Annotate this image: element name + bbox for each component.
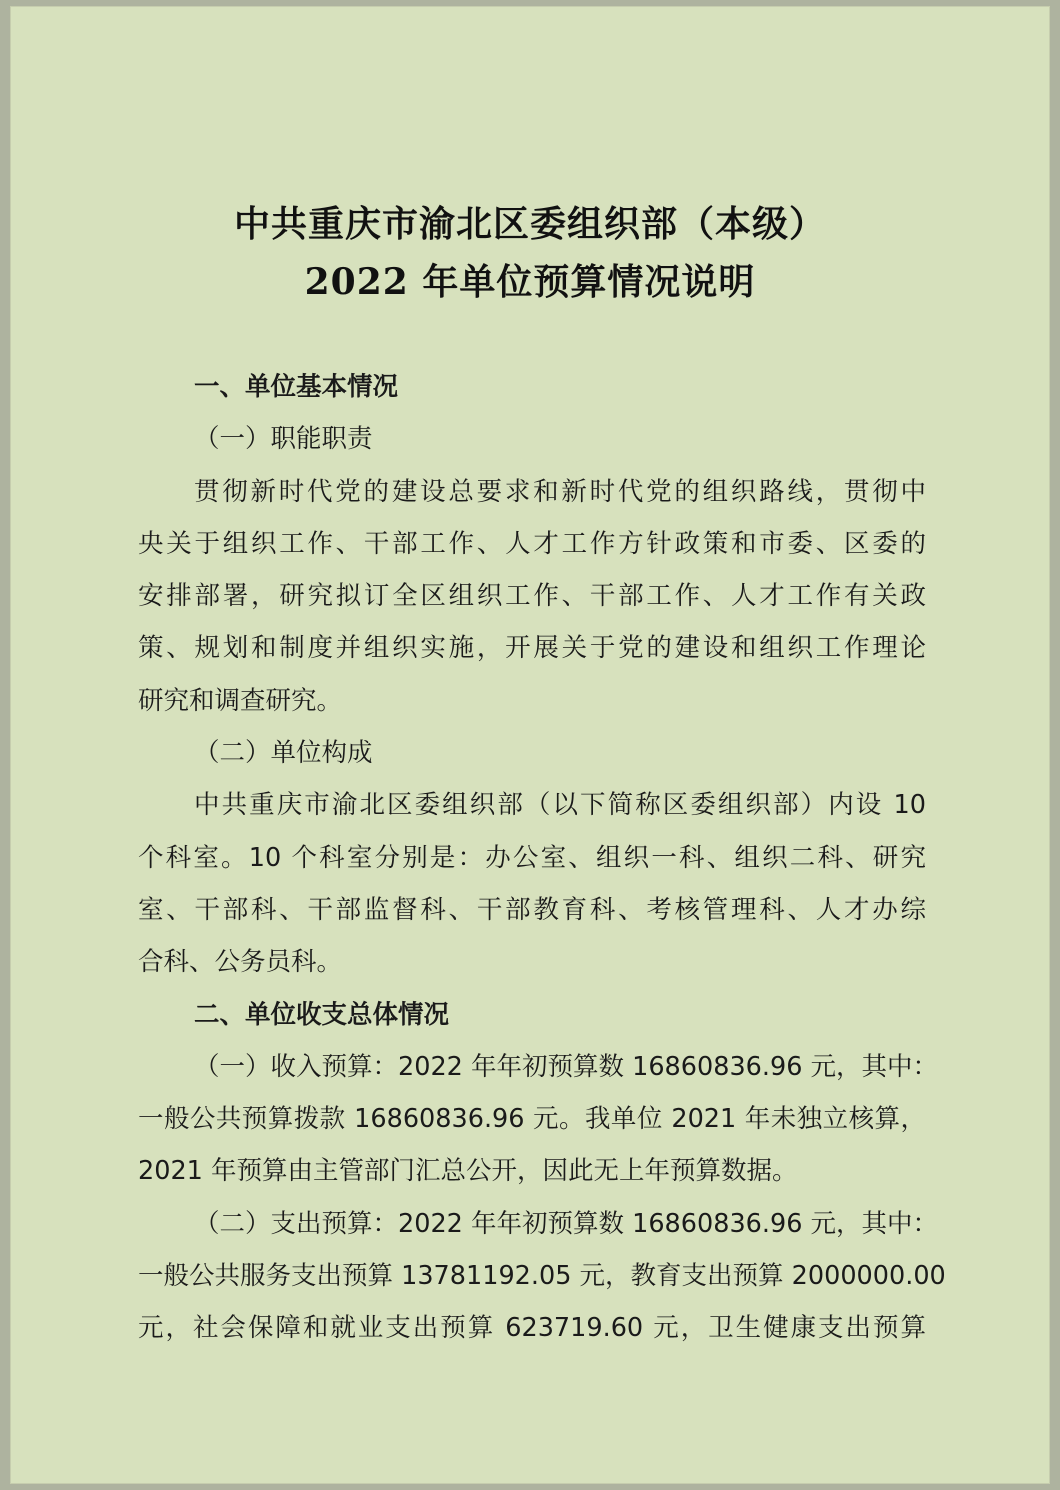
section-heading: 二、单位收支总体情况: [194, 999, 450, 1030]
document-body: [138, 361, 946, 1355]
document-title-line2: 2022 年单位预算情况说明: [304, 261, 756, 303]
subsection-heading: （二）单位构成: [194, 738, 373, 769]
paragraph-line: 室、干部科、干部监督科、干部教育科、考核管理科、人才办综: [138, 894, 926, 925]
paragraph-line: （一）收入预算：2022 年年初预算数 16860836.96 元，其中：: [194, 1051, 939, 1082]
subsection-heading: （一）职能职责: [194, 424, 373, 455]
paragraph-line: 一般公共预算拨款 16860836.96 元。我单位 2021 年未独立核算，: [138, 1104, 926, 1135]
paragraph-line: 中共重庆市渝北区委组织部（以下简称区委组织部）内设 10: [194, 790, 926, 821]
paragraph-line: 个科室。10 个科室分别是：办公室、组织一科、组织二科、研究: [138, 842, 926, 873]
paragraph-line: 研究和调查研究。: [138, 685, 343, 716]
paragraph-line: 策、规划和制度并组织实施，开展关于党的建设和组织工作理论: [138, 633, 926, 664]
section-heading: 一、单位基本情况: [194, 372, 399, 402]
paragraph-line: （二）支出预算：2022 年年初预算数 16860836.96 元，其中：: [194, 1208, 939, 1239]
document-title-line1: 中共重庆市渝北区委组织部（本级）: [233, 203, 826, 245]
paragraph-line: 安排部署，研究拟订全区组织工作、干部工作、人才工作有关政: [138, 581, 926, 612]
paragraph-line: 2021 年预算由主管部门汇总公开，因此无上年预算数据。: [138, 1156, 798, 1187]
paragraph-line: 一般公共服务支出预算 13781192.05 元，教育支出预算 2000000.00: [138, 1261, 946, 1292]
paragraph-line: 贯彻新时代党的建设总要求和新时代党的组织路线，贯彻中: [194, 476, 926, 507]
paragraph-line: 央关于组织工作、干部工作、人才工作方针政策和市委、区委的: [138, 528, 926, 559]
paragraph-line: 合科、公务员科。: [138, 947, 343, 978]
paragraph-line: 元，社会保障和就业支出预算 623719.60 元，卫生健康支出预算: [138, 1313, 926, 1344]
